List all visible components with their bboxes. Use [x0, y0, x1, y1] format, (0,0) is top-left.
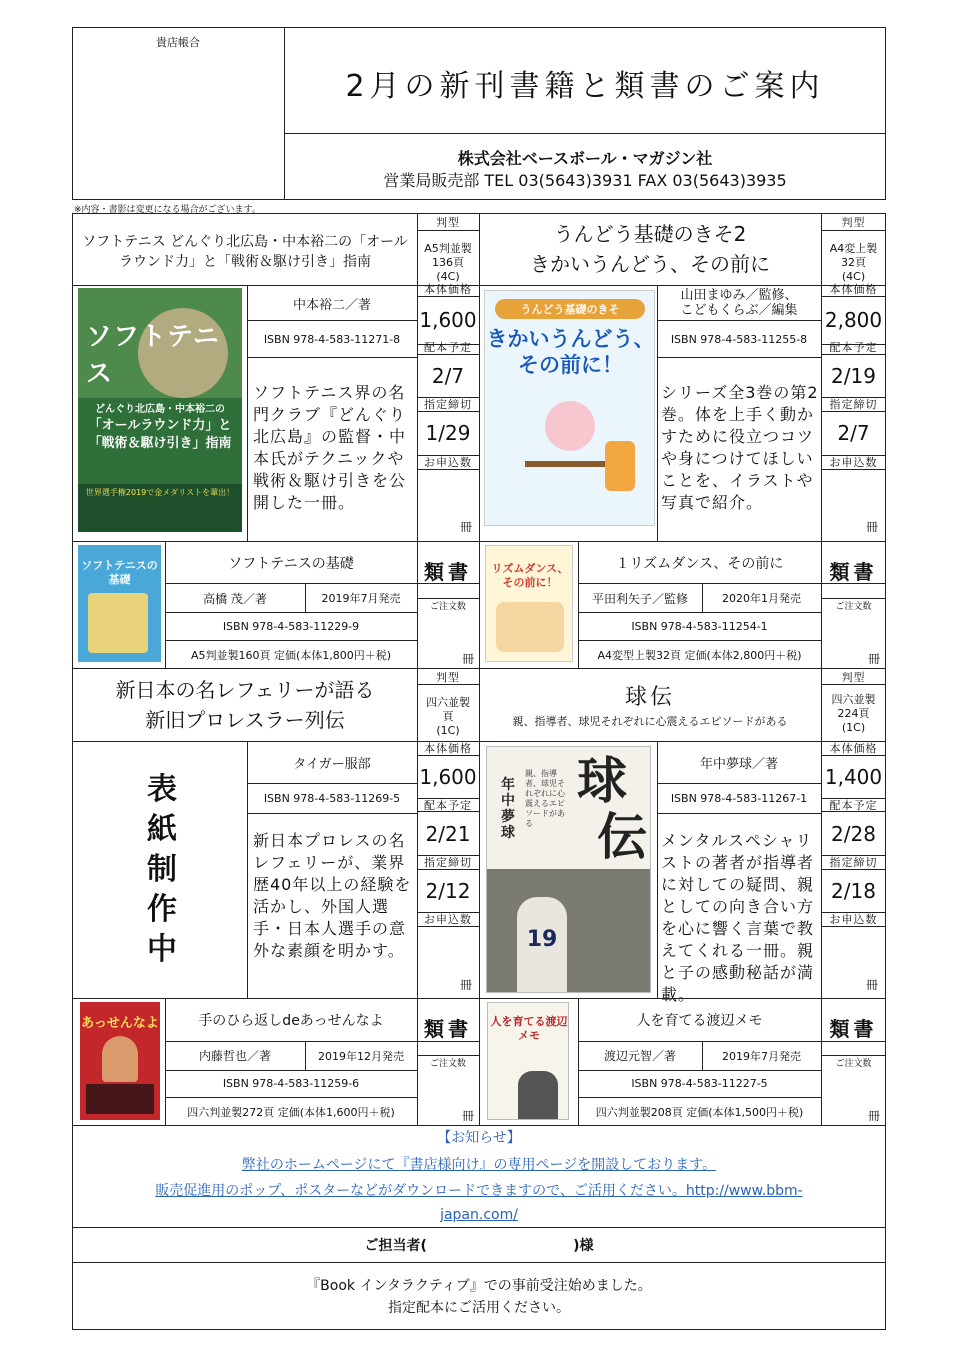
- similar-order-field[interactable]: [824, 1071, 864, 1121]
- format-label: 判型: [436, 670, 460, 684]
- chumon-label: ご注文数: [429, 1058, 466, 1069]
- price-value: 1,600: [419, 765, 477, 789]
- similar-spec: 四六判並製208頁 定価(本体1,500円＋税): [595, 1105, 804, 1119]
- store-label: 貴店帳合: [156, 36, 200, 49]
- deadline-value: 2/18: [831, 879, 876, 903]
- page-title: 2月の新刊書籍と類書のご案内: [345, 69, 825, 104]
- satsu-label: 冊: [866, 978, 879, 992]
- book-title: 球伝: [624, 684, 675, 710]
- notice-line-2[interactable]: 販売促進用のポップ、ポスターなどがダウンロードできますので、ご活用ください。http://www.bbm-: [155, 1183, 803, 1199]
- book-title: 新日本の名レフェリーが語る 新旧プロレスラー列伝: [115, 678, 375, 732]
- similar-cover-image: [80, 1002, 160, 1120]
- book-title: ソフトテニス どんぐり北広島・中本裕二の「オールラウンド力」と「戦術＆駆け引き」指南: [82, 234, 408, 270]
- similar-satsu-label: 冊: [868, 1109, 881, 1123]
- delivery-label: 配本予定: [829, 798, 878, 812]
- format-value: 四六並製 224頁 (1C): [831, 692, 876, 734]
- similar-cover-title: ソフトテニスの基礎: [81, 559, 158, 586]
- deadline-value: 1/29: [425, 421, 471, 445]
- similar-title: ソフトテニスの基礎: [228, 556, 354, 572]
- ruisho-label: 類書: [424, 559, 472, 584]
- deadline-value: 2/12: [425, 879, 471, 903]
- company-name: 株式会社ベースボール・マガジン社: [457, 148, 713, 168]
- price-value: 1,400: [824, 765, 883, 789]
- book-isbn: ISBN 978-4-583-11271-8: [263, 332, 401, 346]
- format-label: 判型: [436, 216, 460, 229]
- price-label: 本体価格: [829, 283, 878, 296]
- placeholder-char: 制: [147, 852, 177, 887]
- similar-cover-title: リズムダンス、その前に！: [491, 562, 569, 589]
- similar-order-field[interactable]: [420, 614, 460, 664]
- placeholder-char: 表: [147, 772, 177, 807]
- book-description: シリーズ全3巻の第2巻。体を上手く動かすために役立つコツや身につけてほしいことを、イラストや写真で紹介。: [661, 383, 819, 512]
- similar-cover-image: [487, 1002, 569, 1120]
- format-value: A4変上製 32頁 (4C): [829, 242, 878, 283]
- cover-series: うんどう基礎のきそ: [495, 299, 645, 319]
- price-label: 本体価格: [424, 283, 472, 296]
- order-label: お申込数: [829, 913, 878, 926]
- deadline-label: 指定締切: [424, 398, 472, 411]
- book-cover-image: [78, 288, 242, 532]
- cover-title: きかいうんどう、: [486, 327, 655, 351]
- cover-subtitle-2: 「オールラウンド力」と: [88, 418, 232, 433]
- book-isbn: ISBN 978-4-583-11269-5: [263, 792, 401, 805]
- book-author: 中本裕二／著: [292, 297, 371, 313]
- notice-heading: 【お知らせ】: [437, 1130, 521, 1146]
- placeholder-char: 中: [147, 932, 177, 967]
- similar-order-field[interactable]: [824, 614, 864, 664]
- book-author: タイガー服部: [293, 756, 371, 772]
- book-interactive-line-2: 指定配本にご活用ください。: [388, 1300, 570, 1316]
- similar-title: １リズムダンス、その前に: [615, 556, 784, 572]
- similar-author: 渡辺元智／著: [603, 1049, 676, 1063]
- format-label: 判型: [841, 216, 866, 229]
- order-label: お申込数: [424, 913, 472, 926]
- similar-cover-image: [78, 545, 161, 662]
- order-label: お申込数: [829, 456, 878, 469]
- notice-text: ※内容・書影は変更になる場合がございます。: [74, 205, 261, 215]
- similar-author: 高橋 茂／著: [203, 591, 267, 606]
- delivery-label: 配本予定: [424, 798, 472, 812]
- price-label: 本体価格: [829, 742, 878, 755]
- price-value: 2,800: [824, 308, 883, 332]
- similar-spec: A4変型上製32頁 定価(本体2,800円＋税): [597, 648, 802, 662]
- format-value: A5判並製 136頁 (4C): [424, 242, 472, 283]
- contact-person-field[interactable]: ご担当者( )様: [364, 1238, 594, 1254]
- similar-author: 平田利矢子／監修: [591, 591, 688, 606]
- similar-cover-image: [485, 545, 573, 662]
- similar-isbn: ISBN 978-4-583-11229-9: [222, 619, 360, 633]
- book-author: 年中夢球／著: [699, 756, 778, 772]
- ruisho-label: 類書: [829, 1016, 878, 1041]
- cover-title-2: 伝: [597, 807, 647, 866]
- price-label: 本体価格: [424, 742, 472, 755]
- ruisho-label: 類書: [424, 1016, 472, 1041]
- order-label: お申込数: [424, 456, 472, 469]
- delivery-value: 2/19: [831, 364, 876, 388]
- cover-author: 年中夢球: [501, 777, 515, 841]
- book-cover-image: 球 伝 年中夢球 親、指導者、球児それぞれに心震えるエピソードがある 19: [486, 746, 651, 993]
- delivery-value: 2/21: [425, 821, 471, 846]
- cover-in-production: [140, 770, 184, 970]
- delivery-value: 2/28: [831, 821, 876, 846]
- similar-satsu-label: 冊: [462, 1109, 475, 1123]
- book-isbn: ISBN 978-4-583-11267-1: [670, 792, 808, 805]
- similar-spec: 四六判並製272頁 定価(本体1,600円＋税): [187, 1105, 395, 1119]
- deadline-label: 指定締切: [424, 856, 472, 869]
- similar-title: 人を育てる渡辺メモ: [636, 1013, 763, 1029]
- delivery-value: 2/7: [431, 364, 465, 388]
- delivery-label: 配本予定: [829, 341, 878, 354]
- book-description: ソフトテニス界の名門クラブ『どんぐり北広島』の監督・中本氏がテクニックや戦術＆駆け引きを公開した一冊。: [253, 383, 407, 512]
- book-description: メンタルスペシャリストの著者が指導者に対しての疑問、親としての向き合い方を心に響く言葉で教えてくれる一冊。親と子の感動秘話が満載。: [661, 831, 815, 1004]
- order-quantity-field[interactable]: [420, 470, 460, 536]
- similar-release: 2019年12月発売: [318, 1049, 404, 1063]
- placeholder-char: 紙: [147, 812, 177, 847]
- book-interactive-line-1: 『Book インタラクティブ』での事前受注始めました。: [306, 1278, 652, 1294]
- cover-title: ソフトテニス: [86, 322, 220, 389]
- deadline-value: 2/7: [837, 421, 870, 445]
- similar-satsu-label: 冊: [462, 652, 475, 666]
- deadline-label: 指定締切: [829, 398, 878, 411]
- similar-cover-title: あっせんなよ: [81, 1016, 159, 1031]
- book-subtitle: 親、指導者、球児それぞれに心震えるエピソードがある: [512, 715, 788, 728]
- similar-isbn: ISBN 978-4-583-11259-6: [222, 1077, 360, 1090]
- order-quantity-field[interactable]: [824, 928, 864, 994]
- chumon-label: ご注文数: [835, 1058, 872, 1069]
- cover-subtitle: その前に！: [518, 353, 623, 377]
- format-label: 判型: [841, 670, 866, 684]
- homepage-link[interactable]: japan.com/: [440, 1207, 518, 1223]
- similar-release: 2019年7月発売: [321, 592, 401, 605]
- similar-spec: A5判並製160頁 定価(本体1,800円＋税): [190, 648, 392, 662]
- book-author: 山田まゆみ／監修、 こどもくらぶ／編集: [680, 288, 798, 318]
- cover-subtitle: どんぐり北広島・中本裕二の: [95, 404, 225, 415]
- book-isbn: ISBN 978-4-583-11255-8: [670, 332, 808, 346]
- cover-title-1: 球: [577, 751, 627, 810]
- similar-order-field[interactable]: [420, 1071, 460, 1121]
- ruisho-label: 類書: [829, 559, 878, 584]
- book-description: 新日本プロレスの名レフェリーが、業界歴40年以上の経験を活かし、外国人選手・日本人選手の意外な素顔を明かす。: [253, 831, 412, 960]
- satsu-label: 冊: [460, 520, 473, 534]
- delivery-label: 配本予定: [424, 341, 472, 354]
- similar-author: 内藤哲也／著: [198, 1049, 271, 1063]
- cover-blurb: 親、指導者、球児それぞれに心震えるエピソードがある: [525, 769, 565, 828]
- price-value: 1,600: [419, 308, 477, 332]
- similar-satsu-label: 冊: [868, 652, 881, 666]
- similar-release: 2020年1月発売: [722, 592, 801, 605]
- book-title: うんどう基礎のきそ2 きかいうんどう、その前に: [530, 222, 770, 276]
- order-quantity-field[interactable]: [420, 928, 460, 994]
- satsu-label: 冊: [460, 978, 473, 992]
- format-value: 四六並製 頁 (1C): [426, 696, 470, 737]
- cover-blurb: 世界選手権2019で金メダリストを輩出！: [85, 488, 235, 497]
- satsu-label: 冊: [866, 520, 879, 534]
- placeholder-char: 作: [147, 892, 177, 927]
- cover-subtitle-3: 「戦術＆駆け引き」指南: [88, 436, 232, 451]
- similar-release: 2019年7月発売: [722, 1049, 801, 1063]
- chumon-label: ご注文数: [429, 601, 466, 612]
- deadline-label: 指定締切: [829, 856, 878, 869]
- similar-cover-title: 人を育てる渡辺メモ: [490, 1015, 568, 1042]
- order-quantity-field[interactable]: [824, 470, 864, 536]
- book-cover-image: [484, 290, 655, 526]
- sales-contact: 営業局販売部 TEL 03(5643)3931 FAX 03(5643)3935: [383, 170, 787, 190]
- notice-line-1[interactable]: 弊社のホームページにて『書店様向け』の専用ページを開設しております。: [241, 1157, 717, 1173]
- similar-isbn: ISBN 978-4-583-11254-1: [631, 619, 768, 633]
- similar-isbn: ISBN 978-4-583-11227-5: [631, 1077, 768, 1090]
- chumon-label: ご注文数: [835, 601, 872, 612]
- similar-title: 手のひら返しdeあっせんなよ: [198, 1013, 384, 1029]
